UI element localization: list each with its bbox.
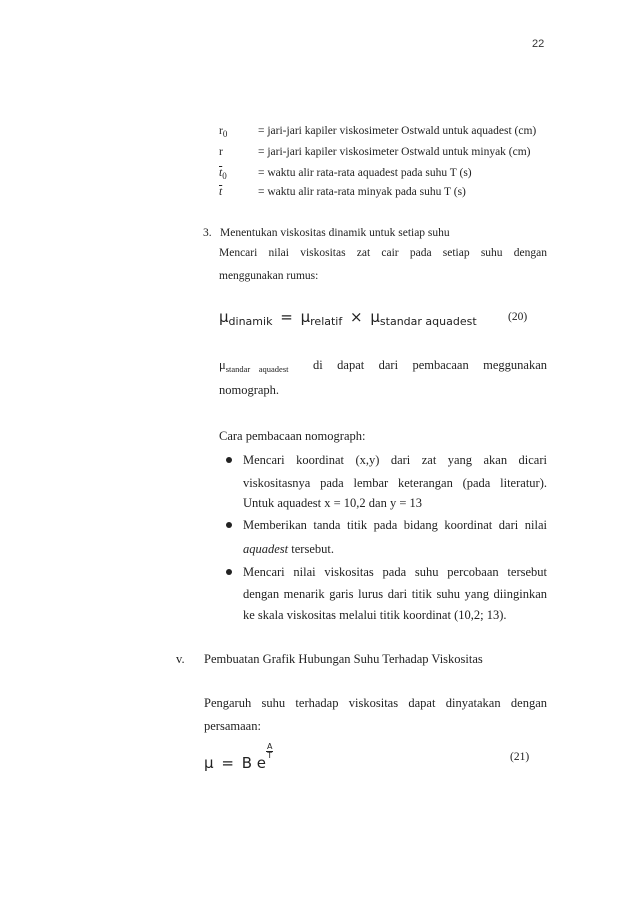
definition-description: = waktu alir rata-rata aquadest pada suhu T (s) [258, 167, 472, 179]
mu-standar-symbol: $\mu_{standar aquadest}$ [219, 358, 289, 374]
bullet-icon [226, 522, 232, 528]
paragraph-line: Pengaruh suhu terhadap viskositas dapat dinyatakan dengan [204, 696, 547, 710]
bullet-line: viskositasnya pada lembar keterangan (pada literatur). [243, 476, 547, 490]
bullet-icon [226, 569, 232, 575]
definition-symbol: $\overline{t}_0$ [219, 167, 227, 181]
bullet-line: dengan menarik garis lurus dari titik suhu yang diinginkan [243, 587, 547, 601]
bullet-line: aquadest tersebut. [243, 542, 334, 556]
definition-description: = waktu alir rata-rata minyak pada suhu T (s) [258, 186, 466, 198]
equation-20: $\mu_{dinamik} = \mu_{relatif} \times \mu_{standar aquadest}$ [219, 308, 477, 328]
bullet-line: Mencari koordinat (x,y) dari zat yang akan dicari [243, 453, 547, 467]
equation-21: μ = B e $\frac{A}{T}$ [204, 742, 273, 772]
definition-symbol: r [219, 146, 223, 158]
step-number: 3. [203, 227, 212, 239]
definition-description: = jari-jari kapiler viskosimeter Ostwald untuk aquadest (cm) [258, 125, 537, 137]
step-title: Menentukan viskositas dinamik untuk setiap suhu [220, 227, 450, 239]
definition-symbol: $r_0$ [219, 125, 228, 139]
section-number: v. [176, 652, 185, 666]
bullet-line: Untuk aquadest x = 10,2 dan y = 13 [243, 496, 423, 510]
bullet-line: Memberikan tanda titik pada bidang koordinat dari nilai [243, 518, 547, 532]
subheading: Cara pembacaan nomograph: [219, 429, 366, 443]
bullet-icon [226, 457, 232, 463]
paragraph-line: menggunakan rumus: [219, 270, 319, 282]
section-heading: Pembuatan Grafik Hubungan Suhu Terhadap Viskositas [204, 652, 483, 666]
paragraph-line: Mencari nilai viskositas zat cair pada setiap suhu dengan [219, 247, 547, 259]
bullet-line: ke skala viskositas melalui titik koordinat (10,2; 13). [243, 608, 507, 622]
page-number: 22 [532, 38, 545, 50]
paragraph-line: di dapat dari pembacaan meggunakan [313, 358, 547, 372]
paragraph-line: persamaan: [204, 719, 261, 733]
definition-symbol: $\overline{t}$ [219, 186, 223, 198]
bullet-line: Mencari nilai viskositas pada suhu percobaan tersebut [243, 565, 547, 579]
equation-number: (21) [510, 751, 530, 763]
paragraph-line: nomograph. [219, 383, 280, 397]
equation-number: (20) [508, 311, 528, 323]
definition-description: = jari-jari kapiler viskosimeter Ostwald untuk minyak (cm) [258, 146, 531, 158]
